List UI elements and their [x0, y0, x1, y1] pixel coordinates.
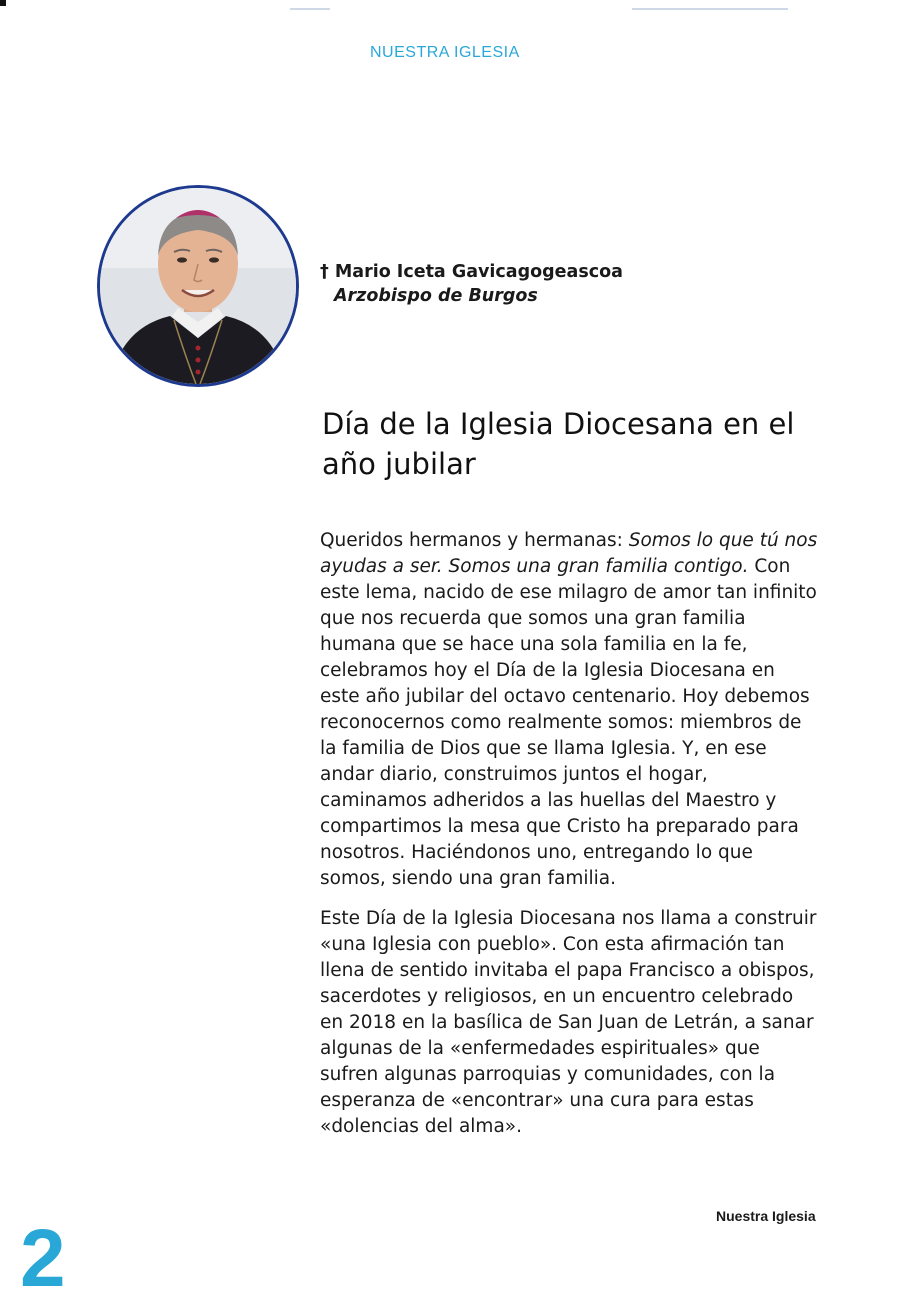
scan-corner-mark	[0, 0, 6, 6]
author-block	[320, 260, 623, 308]
paragraph-1	[320, 528, 820, 892]
author-name: † Mario Iceta Gavicagogeascoa	[320, 262, 623, 282]
paragraph-2: Este Día de la Iglesia Diocesana nos llama a construir «una Iglesia con pueblo». Con esta afirmación tan llena de sentido invitaba el papa Francisco a obispos, sacerdotes y religiosos, en un encuentro celebrado en 2018 en la basílica de San Juan de Letrán, a sanar algunas de la «enfermedades espirituales» que sufren algunas parroquias y comunidades, con la esperanza de «encontrar» una cura para estas «dolencias del alma».	[320, 908, 817, 1137]
author-portrait	[97, 185, 299, 387]
article-title: Día de la Iglesia Diocesana en el año jubilar	[322, 407, 795, 481]
paragraph-1-lead: Queridos hermanos y hermanas:	[320, 530, 629, 551]
section-header: NUESTRA IGLESIA	[370, 44, 520, 61]
scan-artifact-line	[290, 8, 330, 10]
paragraph-1-rest: Con este lema, nacido de ese milagro de amor tan infinito que nos recuerda que somos una gran familia humana que se hace una sola familia en la fe, celebramos hoy el Día de la Iglesia Diocesana en este año jubilar del octavo centenario. Hoy debemos reconocernos como realmente somos: miembros de la familia de Dios que se llama Iglesia. Y, en ese andar diario, construimos juntos el hogar, caminamos adheridos a las huellas del Maestro y compartimos la mesa que Cristo ha preparado para nosotros. Haciéndonos uno, entregando lo que somos, siendo una gran familia.	[320, 556, 817, 889]
page-number: 2	[20, 1213, 66, 1304]
paragraph-1-motto: Somos lo que tú nos ayudas a ser. Somos una gran familia contigo.	[320, 530, 818, 577]
footer-publication: Nuestra Iglesia	[716, 1208, 816, 1224]
author-title: Arzobispo de Burgos	[334, 286, 538, 306]
article-body	[320, 528, 820, 1154]
scan-artifact-line	[632, 8, 788, 10]
